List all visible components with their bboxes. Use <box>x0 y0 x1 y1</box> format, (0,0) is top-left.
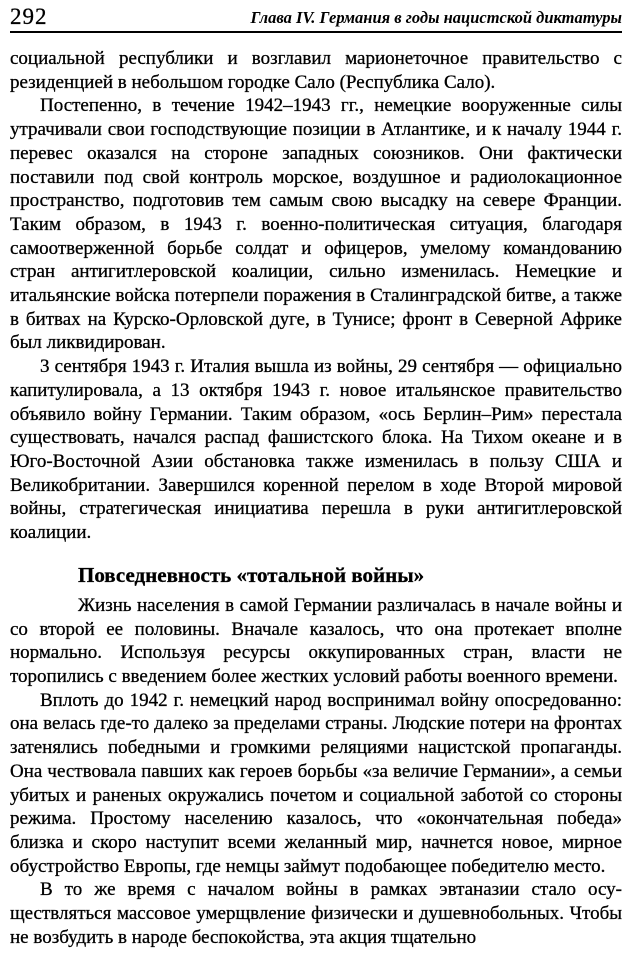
paragraph-atlantic-1942-1943: Постепенно, в течение 1942–1943 гг., немецкие вооруженные силы утрачивали свои господствующие позиции в Атлантике, и к началу 1944 г. перевес оказался на стороне западных союзников. Они фактически поставили под свой контроль морское, воздушное и радиолокационное пространство, подготовив тем самым свою высадку на севере Франции. Таким образом, в 1943 г. военно-политическая ситуация, благодаря самоотверженной борьбе солдат и офицеров, умелому командованию стран антигитлеровской коалиции, сильно изменилась. Немецкие и итальянские войска потерпели поражения в Сталинградской битве, а также в битвах на Курско-Орловской дуге, в Тунисе; фронт в Северной Африке был ликвидирован. <box>10 95 622 354</box>
running-head: Глава IV. Германия в годы нацистской диктатуры <box>250 8 622 28</box>
paragraph-life-in-germany: Жизнь населения в самой Германии различалась в начале войны и со второй ее половины. Вначале казалось, что она протекает вполне нормально. Используя ресурсы оккупированных стран, власти не торопились с введением более жестких условий работы военного времени. <box>10 594 622 688</box>
section-heading-total-war: Повседневность «тотальной войны» <box>78 562 425 587</box>
paragraph-euthanasia: В то же время с началом войны в рамках эвтаназии стало осуществляться массовое умерщвление физически и душевнобольных. Чтобы не возбудить в народе беспокойства, эта акция тщательно <box>10 879 622 948</box>
page-header <box>10 5 622 33</box>
paragraph-salo-continuation: социальной республики и возглавил марионеточное правительство с резиденцией в небольшом городке Сало (Республика Сало). <box>10 48 622 93</box>
paragraph-italy-capitulation: 3 сентября 1943 г. Италия вышла из войны, 29 сентября — официально капитулировала, а 13 октября 1943 г. новое итальянское правительство объявило войну Германии. Таким образом, «ось Берлин–Рим» перестала существовать, начался распад фашистского блока. На Тихом океане и в Юго-Восточной Азии обстановка также изменилась в пользу США и Великобритании. Завершился коренной перелом в ходе Второй мировой войны, стратегическая инициатива перешла в руки антигитлеровской коалиции. <box>10 356 622 544</box>
page-number: 292 <box>10 4 48 29</box>
page-body <box>10 47 622 950</box>
paragraph-propaganda: Вплоть до 1942 г. немецкий народ воспринимал войну опосредованно: она велась где-то далеко за пределами страны. Людские потери на фронтах затенялись победными и громкими реляциями нацистской пропаганды. Она чествовала павших как героев борьбы «за величие Германии», а семьи убитых и раненых окружались почетом и социальной заботой со стороны режима. Простому населению казалось, что «окончательная победа» близка и скоро наступит всеми желанный мир, начнется новое, мирное обустройство Европы, где немцы займут подобающее победителю место. <box>10 689 622 877</box>
